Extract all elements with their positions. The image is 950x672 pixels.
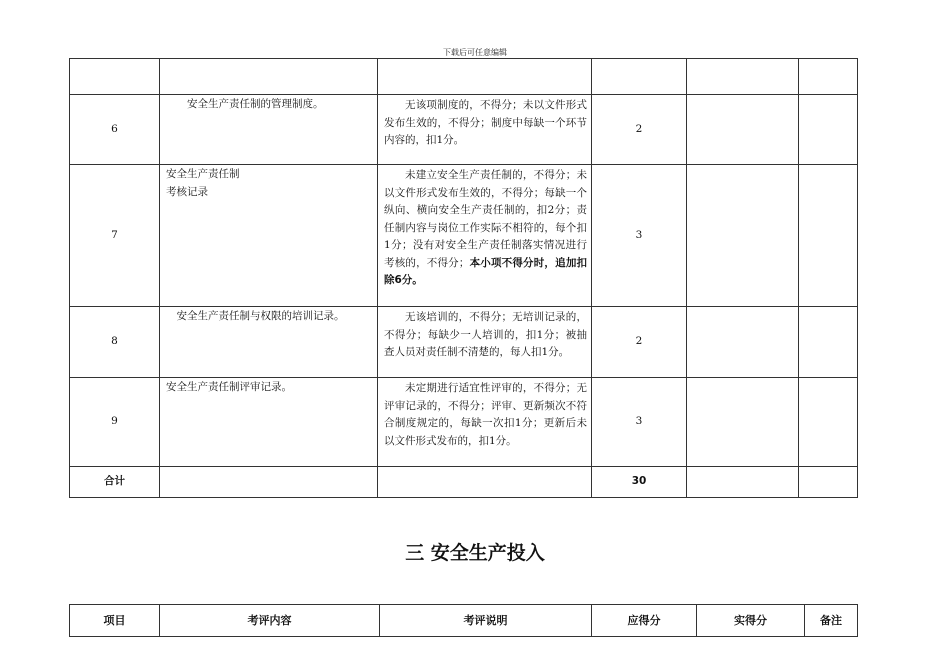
row-content: 安全生产责任制 考核记录 <box>160 165 378 307</box>
row-description: 未定期进行适宜性评审的，不得分；无评审记录的，不得分；评审、更新频次不符合制度规定的，每缺一次扣1分；更新后未以文件形式发布的，扣1分。 <box>378 378 592 467</box>
header-due-score: 应得分 <box>592 605 697 637</box>
row-number: 7 <box>70 165 160 307</box>
bold-penalty-note: 本小项不得分时，追加扣除6分。 <box>384 256 588 286</box>
total-label: 合计 <box>70 467 160 498</box>
blank-row <box>70 59 858 95</box>
row-score: 3 <box>592 378 687 467</box>
row-actual-score <box>687 165 799 307</box>
header-description: 考评说明 <box>380 605 592 637</box>
row-score: 3 <box>592 165 687 307</box>
row-description: 未建立安全生产责任制的，不得分；未以文件形式发布生效的，不得分；每缺一个纵向、横向安全生产责任制的，扣2分；责任制内容与岗位工作实际不相符的，每个扣1分；没有对安全生产责任制落实情况进行考核的，不得分；本小项不得分时，追加扣除6分。 <box>378 165 592 307</box>
table-row <box>70 95 858 165</box>
row-note <box>799 378 858 467</box>
row-content: 安全生产责任制与权限的培训记录。 <box>160 307 378 378</box>
header-item: 项目 <box>70 605 160 637</box>
row-actual-score <box>687 307 799 378</box>
header-content: 考评内容 <box>160 605 380 637</box>
row-actual-score <box>687 378 799 467</box>
table-row <box>70 378 858 467</box>
row-content: 安全生产责任制评审记录。 <box>160 378 378 467</box>
row-score: 2 <box>592 95 687 165</box>
table-row <box>70 165 858 307</box>
header-note: 备注 <box>805 605 858 637</box>
evaluation-table <box>69 58 858 498</box>
header-row <box>70 605 858 637</box>
total-row <box>70 467 858 498</box>
row-description: 无该项制度的，不得分；未以文件形式发布生效的，不得分；制度中每缺一个环节内容的，扣1分。 <box>378 95 592 165</box>
row-actual-score <box>687 95 799 165</box>
table-row <box>70 307 858 378</box>
row-note <box>799 307 858 378</box>
row-score: 2 <box>592 307 687 378</box>
watermark-text: 下载后可任意编辑 <box>443 48 507 57</box>
row-number: 9 <box>70 378 160 467</box>
row-number: 6 <box>70 95 160 165</box>
row-note <box>799 95 858 165</box>
row-number: 8 <box>70 307 160 378</box>
section-header-table <box>69 604 858 637</box>
section-title: 三 安全生产投入 <box>405 542 545 564</box>
total-score: 30 <box>592 467 687 498</box>
header-actual-score: 实得分 <box>697 605 805 637</box>
row-description: 无该培训的，不得分；无培训记录的，不得分；每缺少一人培训的，扣1分；被抽查人员对责任制不清楚的，每人扣1分。 <box>378 307 592 378</box>
row-note <box>799 165 858 307</box>
row-content: 安全生产责任制的管理制度。 <box>160 95 378 165</box>
